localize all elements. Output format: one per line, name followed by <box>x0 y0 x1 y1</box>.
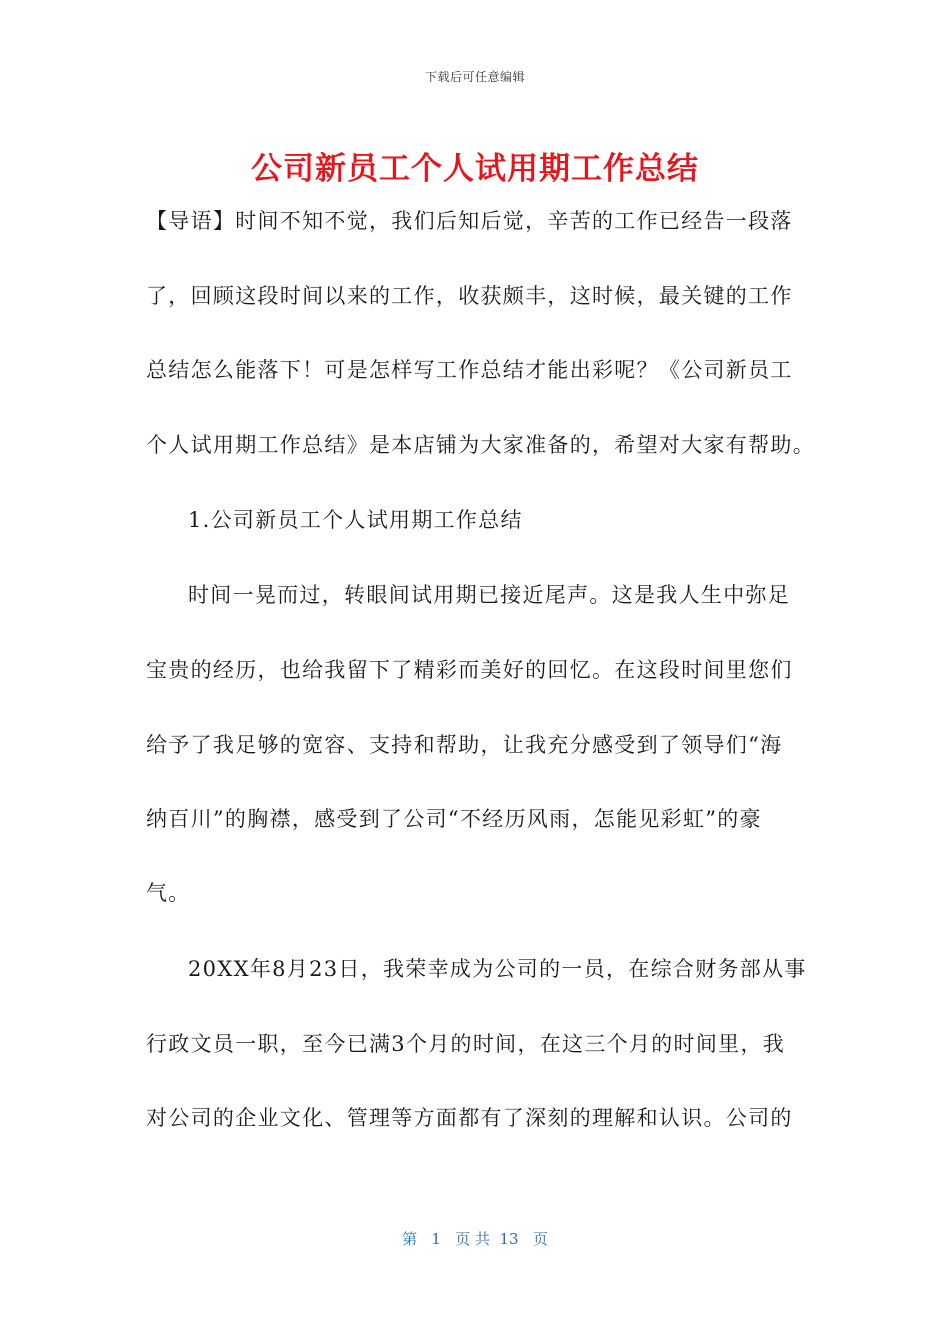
paragraph-line: 给予了我足够的宽容、支持和帮助，让我充分感受到了领导们“海 <box>146 733 783 757</box>
paragraph-line: 气。 <box>146 881 191 905</box>
paragraph-line: 20XX年8月23日，我荣幸成为公司的一员，在综合财务部从事 <box>188 957 807 981</box>
document-title: 公司新员工个人试用期工作总结 <box>251 151 699 187</box>
paragraph-line: 对公司的企业文化、管理等方面都有了深刻的理解和认识。公司的 <box>146 1106 793 1130</box>
header-note: 下载后可任意编辑 <box>424 70 525 84</box>
section-heading: 1.公司新员工个人试用期工作总结 <box>188 508 523 532</box>
paragraph-line: 行政文员一职，至今已满3个月的时间，在这三个月的时间里，我 <box>146 1032 786 1056</box>
page-footer: 第 1 页 共 13 页 <box>402 1230 548 1248</box>
paragraph-line: 个人试用期工作总结》是本店铺为大家准备的，希望对大家有帮助。 <box>146 433 815 457</box>
paragraph-line: 宝贵的经历，也给我留下了精彩而美好的回忆。在这段时间里您们 <box>146 658 793 682</box>
paragraph-line: 时间一晃而过，转眼间试用期已接近尾声。这是我人生中弥足 <box>188 583 791 607</box>
paragraph-line: 【导语】时间不知不觉，我们后知后觉，辛苦的工作已经告一段落 <box>146 209 793 233</box>
paragraph-line: 纳百川”的胸襟，感受到了公司“不经历风雨，怎能见彩虹”的豪 <box>146 807 762 831</box>
paragraph-line: 总结怎么能落下！可是怎样写工作总结才能出彩呢？《公司新员工 <box>146 358 793 382</box>
paragraph-line: 了，回顾这段时间以来的工作，收获颇丰，这时候，最关键的工作 <box>146 284 793 308</box>
